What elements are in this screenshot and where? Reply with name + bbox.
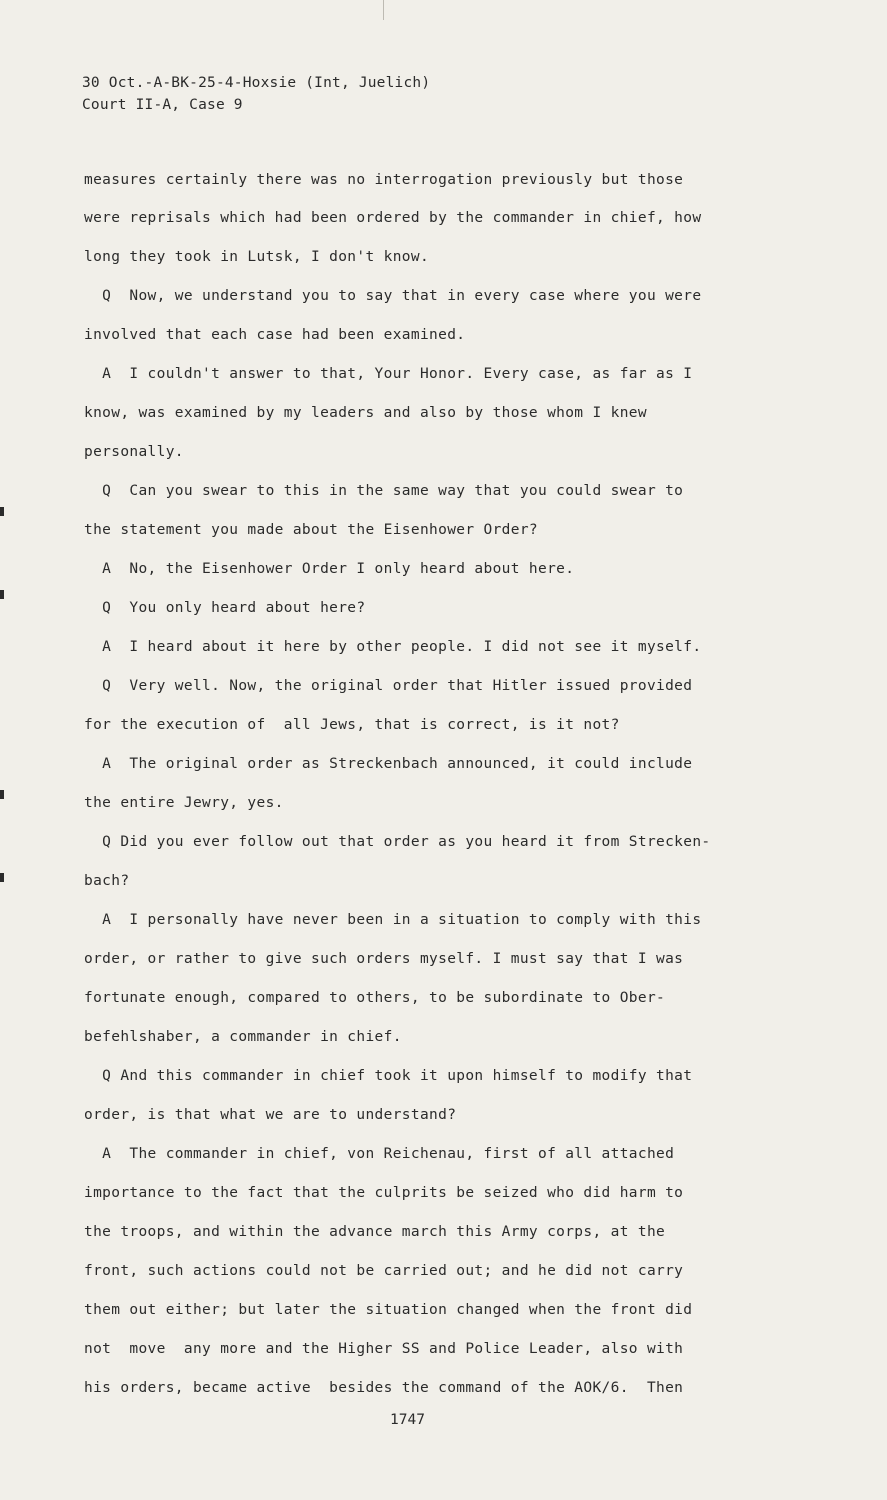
paper-mark	[383, 0, 384, 20]
binding-hole-mark	[0, 590, 4, 599]
text-line: front, such actions could not be carried out; and he did not carry	[84, 1263, 684, 1279]
text-line: befehlshaber, a commander in chief.	[84, 1029, 402, 1045]
text-line: the troops, and within the advance march this Army corps, at the	[84, 1224, 666, 1240]
text-line: involved that each case had been examined.	[84, 327, 466, 343]
text-line: not move any more and the Higher SS and Police Leader, also with	[84, 1341, 684, 1357]
text-line: Q Did you ever follow out that order as you heard it from Strecken-	[84, 834, 711, 850]
document-header	[82, 72, 430, 116]
text-line: Q You only heard about here?	[84, 600, 366, 616]
text-line: them out either; but later the situation changed when the front did	[84, 1302, 693, 1318]
text-line: A The commander in chief, von Reichenau, first of all attached	[84, 1146, 675, 1162]
text-line: Q Now, we understand you to say that in every case where you were	[84, 288, 702, 304]
text-line: A I couldn't answer to that, Your Honor. Every case, as far as I	[84, 366, 693, 382]
text-line: order, or rather to give such orders myself. I must say that I was	[84, 951, 684, 967]
text-line: Q Can you swear to this in the same way that you could swear to	[84, 483, 684, 499]
text-line: long they took in Lutsk, I don't know.	[84, 249, 430, 265]
header-line-2: Court II-A, Case 9	[82, 97, 243, 113]
text-line: Q Very well. Now, the original order that Hitler issued provided	[84, 678, 693, 694]
text-line: personally.	[84, 444, 184, 460]
text-line: A The original order as Streckenbach announced, it could include	[84, 756, 693, 772]
text-line: were reprisals which had been ordered by the commander in chief, how	[84, 210, 702, 226]
binding-hole-mark	[0, 790, 4, 799]
text-line: know, was examined by my leaders and also by those whom I knew	[84, 405, 647, 421]
header-line-1: 30 Oct.-A-BK-25-4-Hoxsie (Int, Juelich)	[82, 75, 431, 91]
text-line: importance to the fact that the culprits be seized who did harm to	[84, 1185, 684, 1201]
text-line: A No, the Eisenhower Order I only heard about here.	[84, 561, 575, 577]
text-line: bach?	[84, 873, 130, 889]
text-line: measures certainly there was no interrogation previously but those	[84, 172, 684, 188]
text-line: the entire Jewry, yes.	[84, 795, 284, 811]
text-line: A I heard about it here by other people. I did not see it myself.	[84, 639, 702, 655]
text-line: for the execution of all Jews, that is correct, is it not?	[84, 717, 620, 733]
text-line: A I personally have never been in a situation to comply with this	[84, 912, 702, 928]
page-number: 1747	[390, 1412, 425, 1428]
text-line: the statement you made about the Eisenhower Order?	[84, 522, 538, 538]
binding-hole-mark	[0, 873, 4, 882]
text-line: Q And this commander in chief took it upon himself to modify that	[84, 1068, 693, 1084]
text-line: order, is that what we are to understand?	[84, 1107, 457, 1123]
text-line: his orders, became active besides the command of the AOK/6. Then	[84, 1380, 684, 1396]
binding-hole-mark	[0, 507, 4, 516]
text-line: fortunate enough, compared to others, to be subordinate to Ober-	[84, 990, 666, 1006]
